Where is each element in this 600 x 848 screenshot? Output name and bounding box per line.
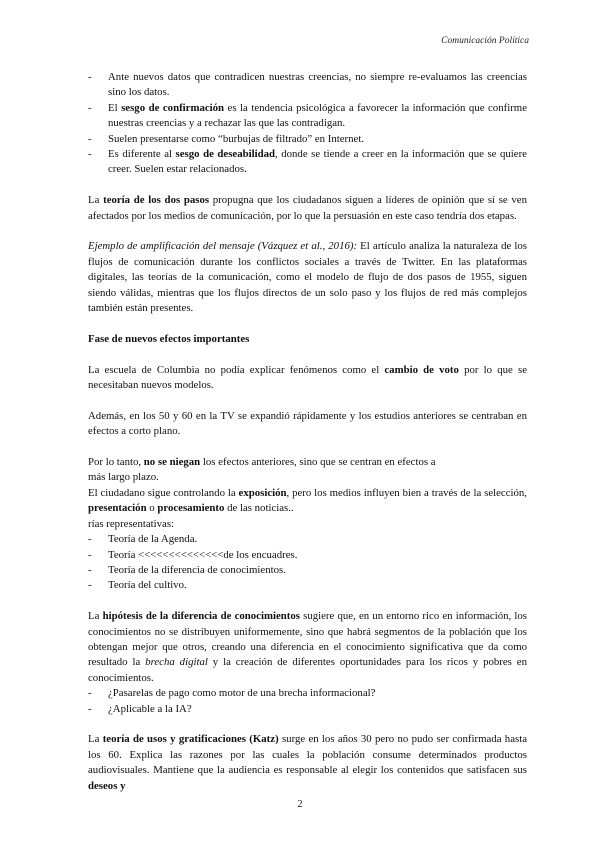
paragraph-text: y la creación de diferentes oportunidades para los ricos y pobres en conocimientos.: [88, 656, 527, 684]
list-item: [88, 147, 527, 178]
list-item: - ¿Aplicable a la IA?: [88, 702, 527, 717]
paragraph-text: los efectos anteriores, sino que se centran en efectos a: [200, 456, 436, 469]
paragraph-dos-pasos: [88, 193, 527, 224]
bold-term: cambio de voto: [384, 363, 459, 376]
paragraph-usos: [88, 732, 527, 794]
bold-term: procesamiento: [157, 502, 225, 515]
paragraph-ciudadano: [88, 486, 527, 517]
paragraph-tv: Además, en los 50 y 60 en la TV se expandió rápidamente y los estudios anteriores se centraban en efectos a corto plano.: [88, 409, 527, 438]
list-item-text: es la tendencia psicológica a favorecer la información que confirme nuestras creencias y a rechazar las que las contradigan.: [108, 101, 527, 130]
bold-term: sesgo de confirmación: [121, 101, 225, 114]
bold-term: teoría de los dos pasos: [103, 194, 210, 207]
paragraph-text: El artículo analiza la naturaleza de los flujos de comunicación durante los conflictos sociales a través de Twitter. En las plataformas digitales, las teorías de la comunicación, como el modelo de flujo de dos pasos de 1955, siguen siendo válidas, mientras que los flujos directos de un solo paso y los flujos de red más complejos también están presentes.: [88, 240, 527, 315]
paragraph-text: La: [88, 194, 104, 207]
bold-term: sesgo de deseabilidad: [175, 148, 275, 161]
bullet-list-questions: [88, 686, 527, 717]
bullet-list-theories: [88, 532, 527, 594]
theories-intro: rías representativas:: [88, 517, 175, 530]
paragraph-text: La: [88, 610, 103, 623]
list-item-text: Es diferente al: [108, 148, 176, 161]
body-text: [88, 70, 527, 794]
paragraph-text: El ciudadano sigue controlando la: [88, 486, 239, 499]
list-item-text: El: [108, 101, 122, 114]
list-item: - Teoría <<<<<<<<<<<<<<de los encuadres.: [88, 548, 527, 563]
italic-term: brecha digital: [145, 656, 208, 669]
list-item: - Teoría de la Agenda.: [88, 532, 527, 547]
paragraph-columbia: [88, 363, 527, 394]
section-heading-text: Fase de nuevos efectos importantes: [88, 332, 250, 345]
paragraph-no-niegan: [88, 455, 527, 486]
paragraph-text: de las noticias..: [224, 502, 294, 515]
italic-reference: Ejemplo de amplificación del mensaje (Vázquez et al., 2016):: [88, 240, 358, 253]
paragraph-text: surge en los años 30 pero no pudo ser confirmada hasta los 60. Explica las razones por las cuales la población consume determinados productos audiovisuales. Mantiene que la audiencia es responsable al elegir los contenidos que satisfacen sus: [88, 733, 527, 777]
bold-term: no se niegan: [143, 456, 201, 469]
bold-term: deseos y: [88, 779, 126, 792]
paragraph-text: La escuela de Columbia no podía explicar fenómenos como el: [88, 363, 385, 376]
paragraph-text: propugna que los ciudadanos siguen a líderes de opinión que sí se ven afectados por los medios de comunicación, por lo que la persuasión en este caso tendría dos etapas.: [88, 194, 527, 222]
paragraph-text: La: [88, 733, 103, 746]
paragraph-text: , pero los medios influyen bien a través de la selección,: [286, 486, 527, 499]
paragraph-text: Por lo tanto,: [88, 456, 144, 469]
list-item-text: Suelen presentarse como “burbujas de filtrado” en Internet.: [108, 132, 365, 145]
paragraph-text: o: [146, 502, 158, 515]
list-item: - Teoría del cultivo.: [88, 578, 527, 593]
list-item-text: Ante nuevos datos que contradicen nuestras creencias, no siempre re-evaluamos las creencias sino los datos.: [108, 71, 527, 99]
paragraph-text: más largo plazo.: [88, 471, 159, 484]
section-heading: [88, 332, 527, 347]
list-item: [88, 132, 527, 147]
bold-term: exposición: [238, 486, 287, 499]
list-item-text: , donde se tiende a creer en la información que se quiere creer. Suelen estar relacionados.: [108, 148, 527, 176]
paragraph-hipotesis: [88, 609, 527, 686]
bold-term: presentación: [88, 502, 147, 515]
list-item: - ¿Pasarelas de pago como motor de una brecha informacional?: [88, 686, 527, 701]
list-item: - Teoría de la diferencia de conocimientos.: [88, 563, 527, 578]
paragraph-text: sugiere que, en un entorno rico en información, los conocimientos no se distribuyen uniformemente, sino que habrá segmentos de la población que los obtengan mejor que otros, creando una diferencia en el conocimiento significativa que da como resultado la: [88, 610, 527, 669]
list-item: [88, 70, 527, 101]
paragraph-ejemplo: [88, 239, 527, 316]
page-number: 2: [297, 799, 303, 810]
running-header: Comunicación Política: [441, 36, 529, 46]
paragraph-text: por lo que se necesitaban nuevos modelos.: [88, 363, 527, 392]
bullet-list-confirmation: [88, 70, 527, 178]
list-item: [88, 101, 527, 132]
bold-term: hipótesis de la diferencia de conocimientos: [102, 610, 300, 623]
bold-term: teoría de usos y gratificaciones (Katz): [102, 733, 279, 746]
